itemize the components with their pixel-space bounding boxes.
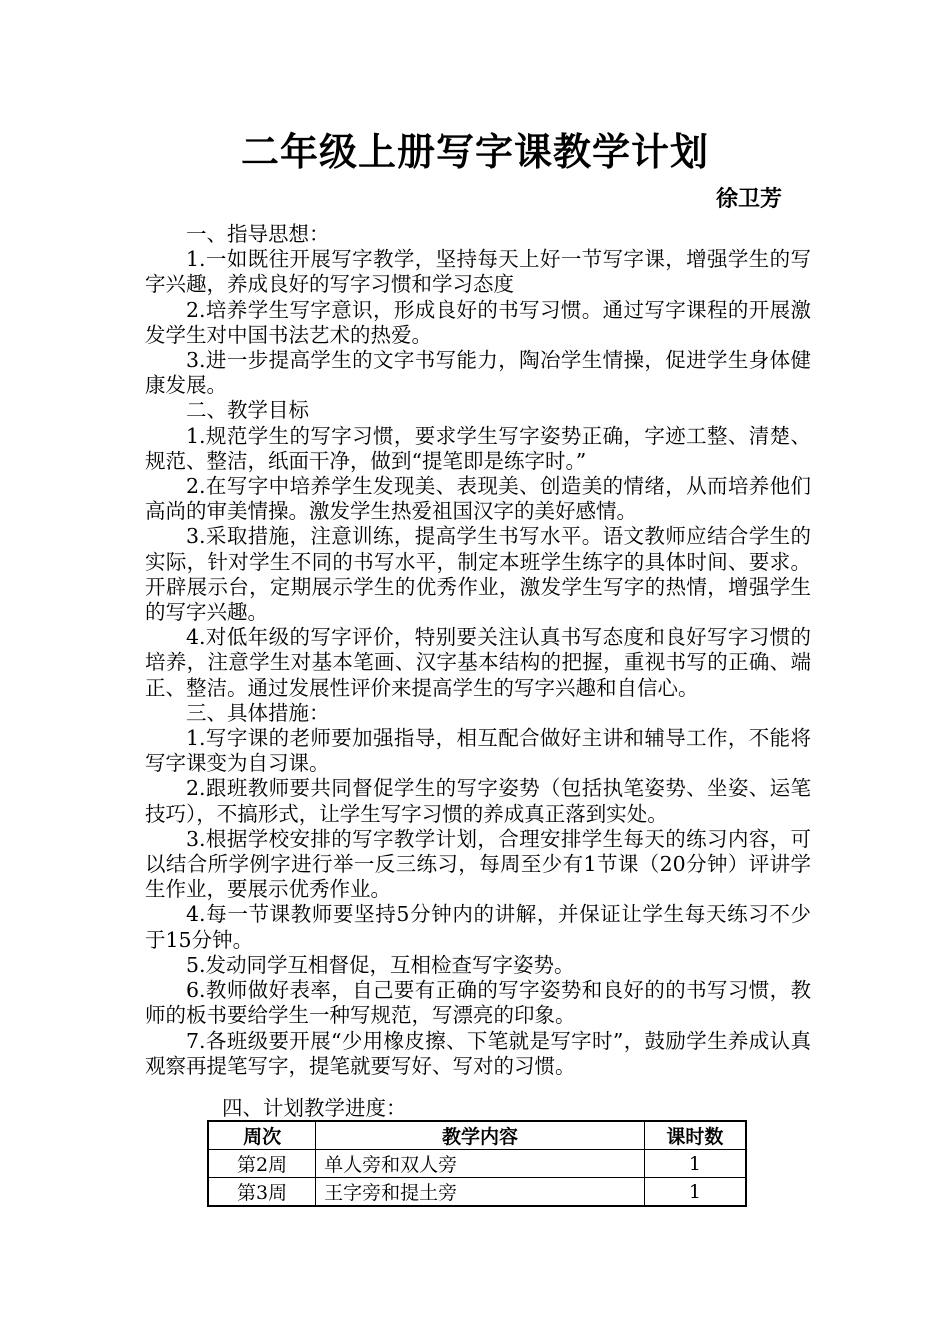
paragraph: 2.培养学生写字意识，形成良好的书写习惯。通过写字课程的开展激发学生对中国书法艺术的热爱。	[145, 297, 811, 347]
cell-week: 第2周	[208, 1150, 316, 1178]
section-heading: 四、计划教学进度：	[222, 1096, 407, 1120]
paragraph: 1.写字课的老师要加强指导，相互配合做好主讲和辅导工作，不能将写字课变为自习课。	[145, 726, 811, 776]
section-heading: 二、教学目标	[186, 398, 309, 423]
paragraph: 7.各班级要开展“少用橡皮擦、下笔就是写字时”，鼓励学生养成认真观察再提笔写字，提笔就要写好、写对的习惯。	[145, 1028, 811, 1078]
table-header-row	[208, 1121, 746, 1150]
paragraph: 1.规范学生的写字习惯，要求学生写字姿势正确，字迹工整、清楚、规范、整洁，纸面干净，做到“提笔即是练字时。”	[145, 423, 811, 473]
section-heading: 一、指导思想：	[186, 222, 330, 246]
column-header-hours: 课时数	[644, 1121, 746, 1150]
table-row	[208, 1150, 746, 1178]
paragraph: 4.对低年级的写字评价，特别要关注认真书写态度和良好写字习惯的培养，注意学生对基本笔画、汉字基本结构的把握，重视书写的正确、端正、整洁。通过发展性评价来提高学生的写字兴趣和自信心。	[145, 625, 811, 700]
cell-content: 单人旁和双人旁	[316, 1150, 645, 1178]
section-heading: 三、具体措施：	[186, 700, 330, 725]
table-row	[208, 1178, 746, 1207]
paragraph: 6.教师做好表率，自己要有正确的写字姿势和良好的的书写习惯，教师的板书要给学生一种写规范，写漂亮的印象。	[145, 978, 811, 1028]
document-body	[145, 222, 811, 1079]
paragraph: 1.一如既往开展写字教学，坚持每天上好一节写字课，增强学生的写字兴趣，养成良好的写字习惯和学习态度	[145, 247, 811, 297]
paragraph: 3.根据学校安排的写字教学计划，合理安排学生每天的练习内容，可以结合所学例字进行举一反三练习，每周至少有1节课（20分钟）评讲学生作业，要展示优秀作业。	[145, 826, 811, 902]
paragraph: 3.采取措施，注意训练，提高学生书写水平。语文教师应结合学生的实际，针对学生不同的书写水平，制定本班学生练字的具体时间、要求。开辟展示台，定期展示学生的优秀作业，激发学生写字的热情，增强学生的写字兴趣。	[145, 524, 811, 625]
cell-week: 第3周	[208, 1178, 316, 1207]
column-header-content: 教学内容	[316, 1121, 645, 1150]
schedule-table	[207, 1120, 747, 1207]
cell-hours: 1	[644, 1150, 746, 1178]
paragraph: 4.每一节课教师要坚持5分钟内的讲解，并保证让学生每天练习不少于15分钟。	[145, 902, 811, 952]
cell-content: 王字旁和提土旁	[316, 1178, 645, 1207]
column-header-week: 周次	[208, 1121, 316, 1150]
paragraph: 5.发动同学互相督促，互相检查写字姿势。	[186, 952, 575, 977]
paragraph: 2.在写字中培养学生发现美、表现美、创造美的情绪，从而培养他们高尚的审美情操。激发学生热爱祖国汉字的美好感情。	[145, 474, 811, 524]
paragraph: 3.进一步提高学生的文字书写能力，陶冶学生情操，促进学生身体健康发展。	[145, 348, 811, 398]
document-title: 二年级上册写字课教学计划	[240, 130, 709, 174]
paragraph: 2.跟班教师要共同督促学生的写字姿势（包括执笔姿势、坐姿、运笔技巧），不搞形式，让学生写字习惯的养成真正落到实处。	[145, 776, 811, 826]
cell-hours: 1	[644, 1178, 746, 1207]
author-name: 徐卫芳	[715, 187, 782, 212]
